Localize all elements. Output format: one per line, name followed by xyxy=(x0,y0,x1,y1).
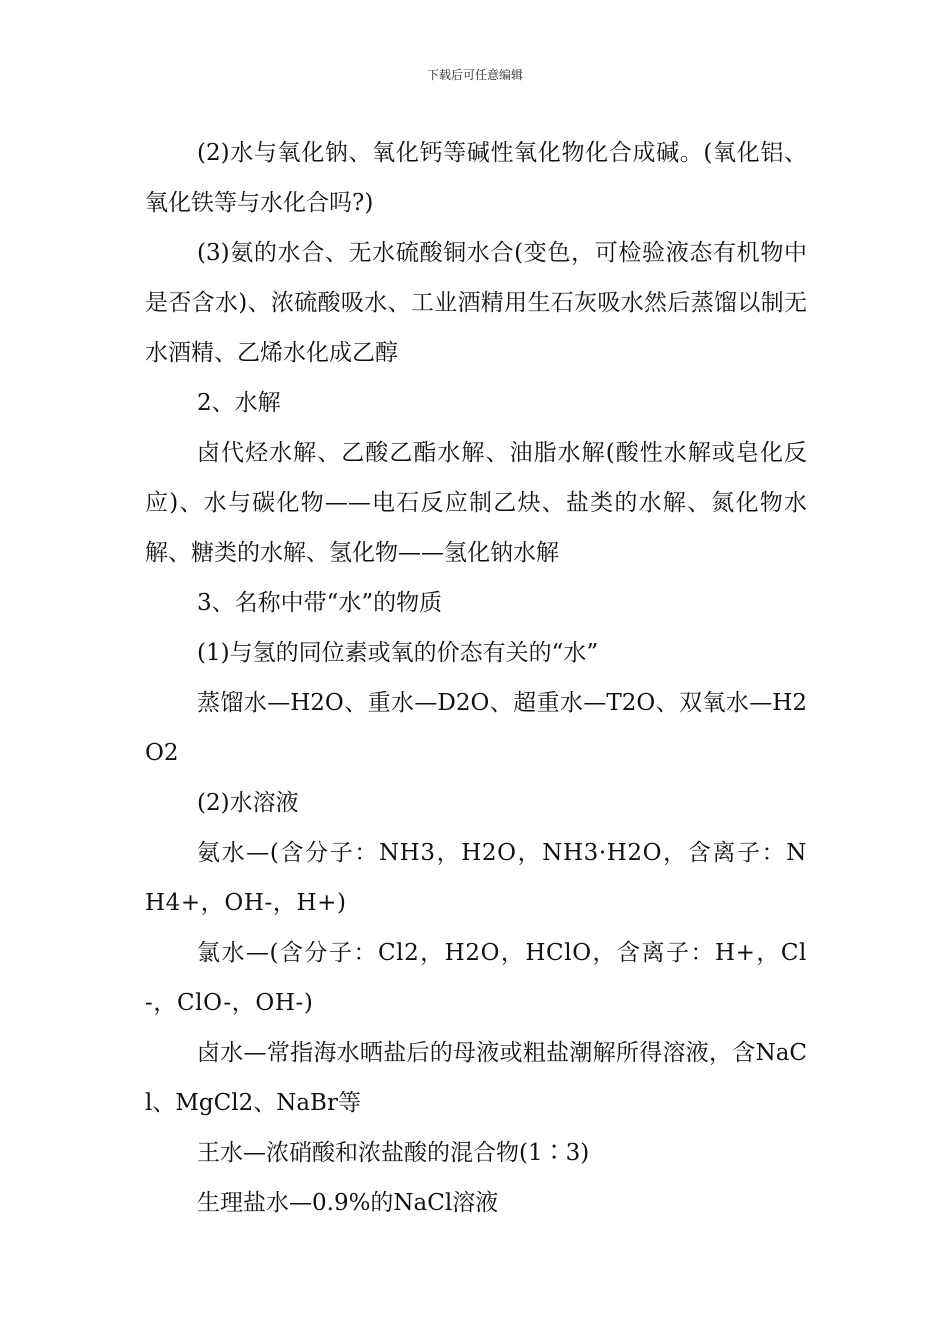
paragraph-water-alkaline-oxide: (2)水与氧化钠、氧化钙等碱性氧化物化合成碱。(氧化铝、氧化铁等与水化合吗?) xyxy=(145,140,807,216)
paragraph-hydration-examples: (3)氨的水合、无水硫酸铜水合(变色，可检验液态有机物中是否含水)、浓硫酸吸水、工业酒精用生石灰吸水然后蒸馏以制无水酒精、乙烯水化成乙醇 xyxy=(145,240,807,366)
heading-water-named-substances: 3、名称中带“水”的物质 xyxy=(197,590,443,616)
paragraph-aqua-regia: 王水—浓硝酸和浓盐酸的混合物(1∶3) xyxy=(197,1140,590,1166)
paragraph-brine: 卤水—常指海水晒盐后的母液或粗盐潮解所得溶液，含NaCl、MgCl2、NaBr等 xyxy=(145,1040,807,1116)
document-body xyxy=(145,128,807,1228)
subheading-aqueous-solutions: (2)水溶液 xyxy=(197,790,299,816)
paragraph-saline: 生理盐水—0.9%的NaCl溶液 xyxy=(197,1190,499,1216)
subheading-isotope-water: (1)与氢的同位素或氧的价态有关的“水” xyxy=(197,640,599,666)
page-header: 下载后可任意编辑 xyxy=(426,68,523,82)
paragraph-ammonia-water: 氨水—(含分子：NH3，H2O，NH3·H2O，含离子：NH4+，OH-，H+) xyxy=(145,840,807,916)
paragraph-chlorine-water: 氯水—(含分子：Cl2，H2O，HClO，含离子：H+，Cl-，ClO-，OH-) xyxy=(145,940,807,1016)
paragraph-water-isotopes: 蒸馏水—H2O、重水—D2O、超重水—T2O、双氧水—H2O2 xyxy=(145,690,807,766)
heading-hydrolysis: 2、水解 xyxy=(197,390,281,416)
paragraph-hydrolysis-examples: 卤代烃水解、乙酸乙酯水解、油脂水解(酸性水解或皂化反应)、水与碳化物——电石反应制乙炔、盐类的水解、氮化物水解、糖类的水解、氢化物——氢化钠水解 xyxy=(145,440,807,566)
